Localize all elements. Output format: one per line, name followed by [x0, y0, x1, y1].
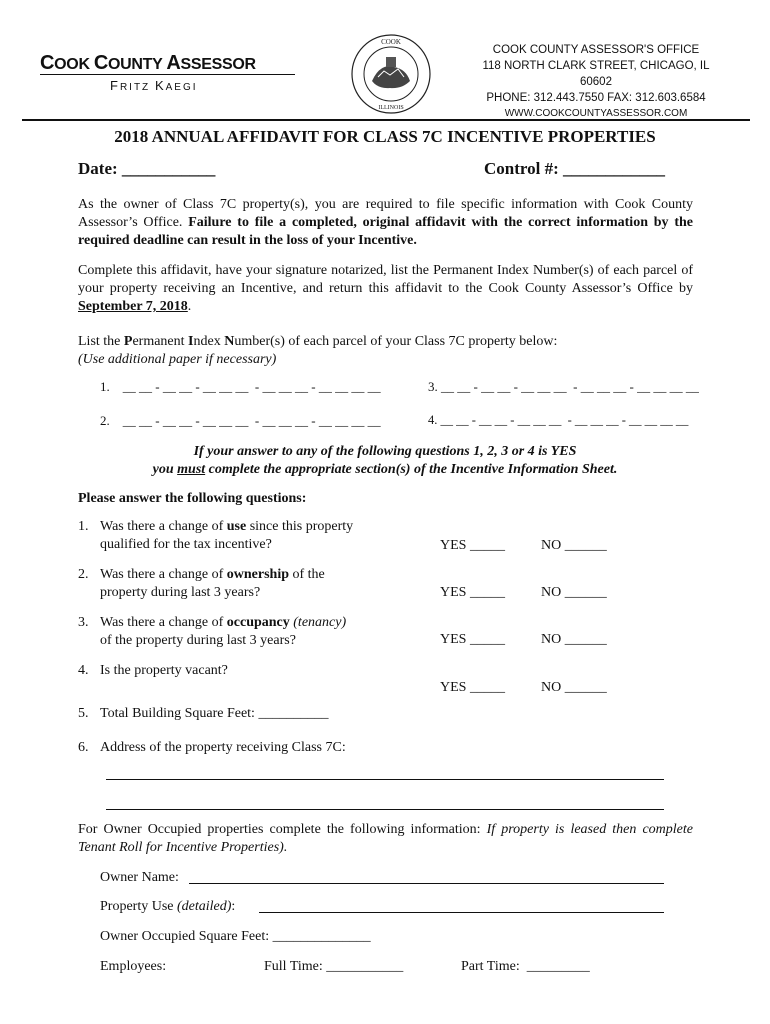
office-info [466, 42, 726, 122]
property-use-label: Property Use (detailed): [100, 899, 236, 914]
intro-paragraph-1: As the owner of Class 7C property(s), you are required to file specific information with Cook County Assessor’s Office. Failure to file a completed, original affidavit with the correct information by the required deadline can result in the loss of your Incentive. [78, 197, 693, 248]
questions-heading: Please answer the following questions: [78, 491, 307, 506]
intro-paragraph-2: Complete this affidavit, have your signature notarized, list the Permanent Index Number(s) of each parcel of your property receiving an Incentive, and return this affidavit to the Cook County Assessor’s Office by September 7, 2018. [78, 263, 693, 314]
question-2-no[interactable]: NO ______ [541, 585, 607, 600]
address-line-2[interactable] [106, 809, 664, 810]
brand-name: FRITZ KAEGI [110, 78, 198, 93]
office-url: WWW.COOKCOUNTYASSESSOR.COM [504, 108, 688, 119]
owner-name-line[interactable] [189, 883, 664, 884]
pin-entry-4[interactable]: 4. __ __ - __ __ - __ __ __ - __ __ __ - __ __ __ __ [428, 413, 689, 427]
date-field[interactable]: Date: ___________ [78, 159, 216, 178]
question-3-no[interactable]: NO ______ [541, 632, 607, 647]
property-use-line[interactable] [259, 912, 664, 913]
full-time-field[interactable]: Full Time: ___________ [264, 959, 404, 974]
question-4-yes[interactable]: YES _____ [440, 680, 505, 695]
brand-rule [40, 74, 295, 75]
pin-entry-1[interactable]: 1. __ __ - __ __ - __ __ __ - __ __ __ - __ __ __ __ [100, 379, 381, 394]
address-line-1[interactable] [106, 779, 664, 780]
header-rule [22, 119, 750, 121]
brand-title: COOK COUNTY ASSESSOR [40, 52, 256, 74]
office-address: 118 NORTH CLARK STREET, CHICAGO, IL 60602 [482, 60, 710, 88]
owner-sqft-field[interactable]: Owner Occupied Square Feet: ______________ [100, 929, 371, 944]
county-seal-icon [350, 33, 432, 115]
pin-entry-2[interactable]: 2. __ __ - __ __ - __ __ __ - __ __ __ - __ __ __ __ [100, 413, 381, 428]
owner-occupied-instructions: For Owner Occupied properties complete the following information: If property is leased then complete Tenant Roll for Incentive Properties). [78, 822, 693, 855]
question-1: 1. Was there a change of use since this property qualified for the tax incentive? [78, 519, 354, 552]
pin-entry-3[interactable]: 3. __ __ - __ __ - __ __ __ - __ __ __ - __ __ __ __ [428, 379, 699, 394]
pin-note: (Use additional paper if necessary) [78, 352, 277, 367]
callout-line-2: you must complete the appropriate section(s) of the Incentive Information Sheet. [152, 462, 618, 477]
office-phone: PHONE: 312.443.7550 FAX: 312.603.6584 [486, 92, 706, 104]
svg-text:ILLINOIS: ILLINOIS [378, 105, 404, 111]
control-number-field[interactable]: Control #: ____________ [484, 159, 666, 178]
callout-line-1: If your answer to any of the following questions 1, 2, 3 or 4 is YES [193, 444, 577, 459]
question-2: 2. Was there a change of ownership of the property during last 3 years? [78, 567, 325, 600]
document-title: 2018 ANNUAL AFFIDAVIT FOR CLASS 7C INCENTIVE PROPERTIES [114, 127, 656, 146]
question-5[interactable]: 5. Total Building Square Feet: __________ [78, 706, 329, 721]
part-time-field[interactable]: Part Time: _________ [461, 959, 590, 974]
question-3: 3. Was there a change of occupancy (tenancy) of the property during last 3 years? [78, 615, 347, 648]
office-name: COOK COUNTY ASSESSOR'S OFFICE [492, 44, 700, 56]
svg-text:COOK: COOK [381, 38, 401, 46]
question-1-yes[interactable]: YES _____ [440, 538, 505, 553]
question-2-yes[interactable]: YES _____ [440, 585, 505, 600]
question-4: 4. Is the property vacant? [78, 663, 228, 678]
pin-instructions: List the Permanent Index Number(s) of each parcel of your Class 7C property below: (Use additional paper if necessary) [78, 334, 558, 367]
employees-label: Employees: [100, 959, 167, 974]
owner-name-label: Owner Name: [100, 870, 179, 885]
question-3-yes[interactable]: YES _____ [440, 632, 505, 647]
question-6: 6. Address of the property receiving Class 7C: [78, 740, 346, 755]
question-4-no[interactable]: NO ______ [541, 680, 607, 695]
question-1-no[interactable]: NO ______ [541, 538, 607, 553]
